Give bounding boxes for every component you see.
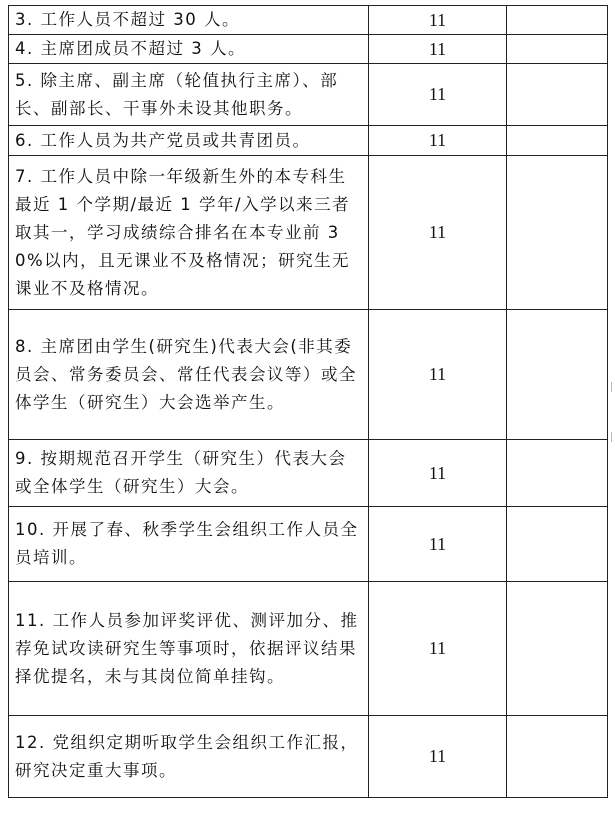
table-row — [9, 156, 608, 310]
table-row — [9, 582, 608, 716]
score-value: 11 — [369, 6, 507, 35]
criterion-text: 12. 党组织定期听取学生会组织工作汇报，研究决定重大事项。 — [9, 716, 369, 798]
checklist-table-body — [9, 6, 608, 798]
score-value: 11 — [369, 126, 507, 156]
empty-cell — [507, 6, 608, 35]
score-value: 11 — [369, 64, 507, 126]
criterion-text: 5. 除主席、副主席（轮值执行主席）、部长、副部长、干事外未设其他职务。 — [9, 64, 369, 126]
table-row — [9, 6, 608, 35]
empty-cell — [507, 582, 608, 716]
score-value: 11 — [369, 582, 507, 716]
criterion-text: 4. 主席团成员不超过 3 人。 — [9, 35, 369, 64]
score-value: 11 — [369, 716, 507, 798]
criterion-text: 8. 主席团由学生(研究生)代表大会(非其委员会、常务委员会、常任代表会议等）或全体学生（研究生）大会选举产生。 — [9, 310, 369, 440]
table-row — [9, 35, 608, 64]
table-row — [9, 440, 608, 507]
empty-cell — [507, 440, 608, 507]
score-value: 11 — [369, 507, 507, 582]
score-value: 11 — [369, 156, 507, 310]
table-row — [9, 64, 608, 126]
table-row — [9, 716, 608, 798]
score-value: 11 — [369, 35, 507, 64]
checklist-table — [8, 5, 608, 798]
criterion-text: 3. 工作人员不超过 30 人。 — [9, 6, 369, 35]
criterion-text: 6. 工作人员为共产党员或共青团员。 — [9, 126, 369, 156]
criterion-text: 11. 工作人员参加评奖评优、测评加分、推荐免试攻读研究生等事项时，依据评议结果择优提名，未与其岗位简单挂钩。 — [9, 582, 369, 716]
table-row — [9, 507, 608, 582]
empty-cell — [507, 716, 608, 798]
empty-cell — [507, 64, 608, 126]
empty-cell — [507, 35, 608, 64]
table-row — [9, 126, 608, 156]
score-value: 11 — [369, 310, 507, 440]
page-edge-mark — [611, 432, 612, 442]
empty-cell — [507, 156, 608, 310]
empty-cell — [507, 126, 608, 156]
criterion-text: 7. 工作人员中除一年级新生外的本专科生最近 1 个学期/最近 1 学年/入学以来三者取其一，学习成绩综合排名在本专业前 30%以内，且无课业不及格情况；研究生无课业不及格情况。 — [9, 156, 369, 310]
criterion-text: 10. 开展了春、秋季学生会组织工作人员全员培训。 — [9, 507, 369, 582]
empty-cell — [507, 310, 608, 440]
score-value: 11 — [369, 440, 507, 507]
empty-cell — [507, 507, 608, 582]
table-row — [9, 310, 608, 440]
criterion-text: 9. 按期规范召开学生（研究生）代表大会或全体学生（研究生）大会。 — [9, 440, 369, 507]
page-edge-mark — [611, 382, 612, 392]
